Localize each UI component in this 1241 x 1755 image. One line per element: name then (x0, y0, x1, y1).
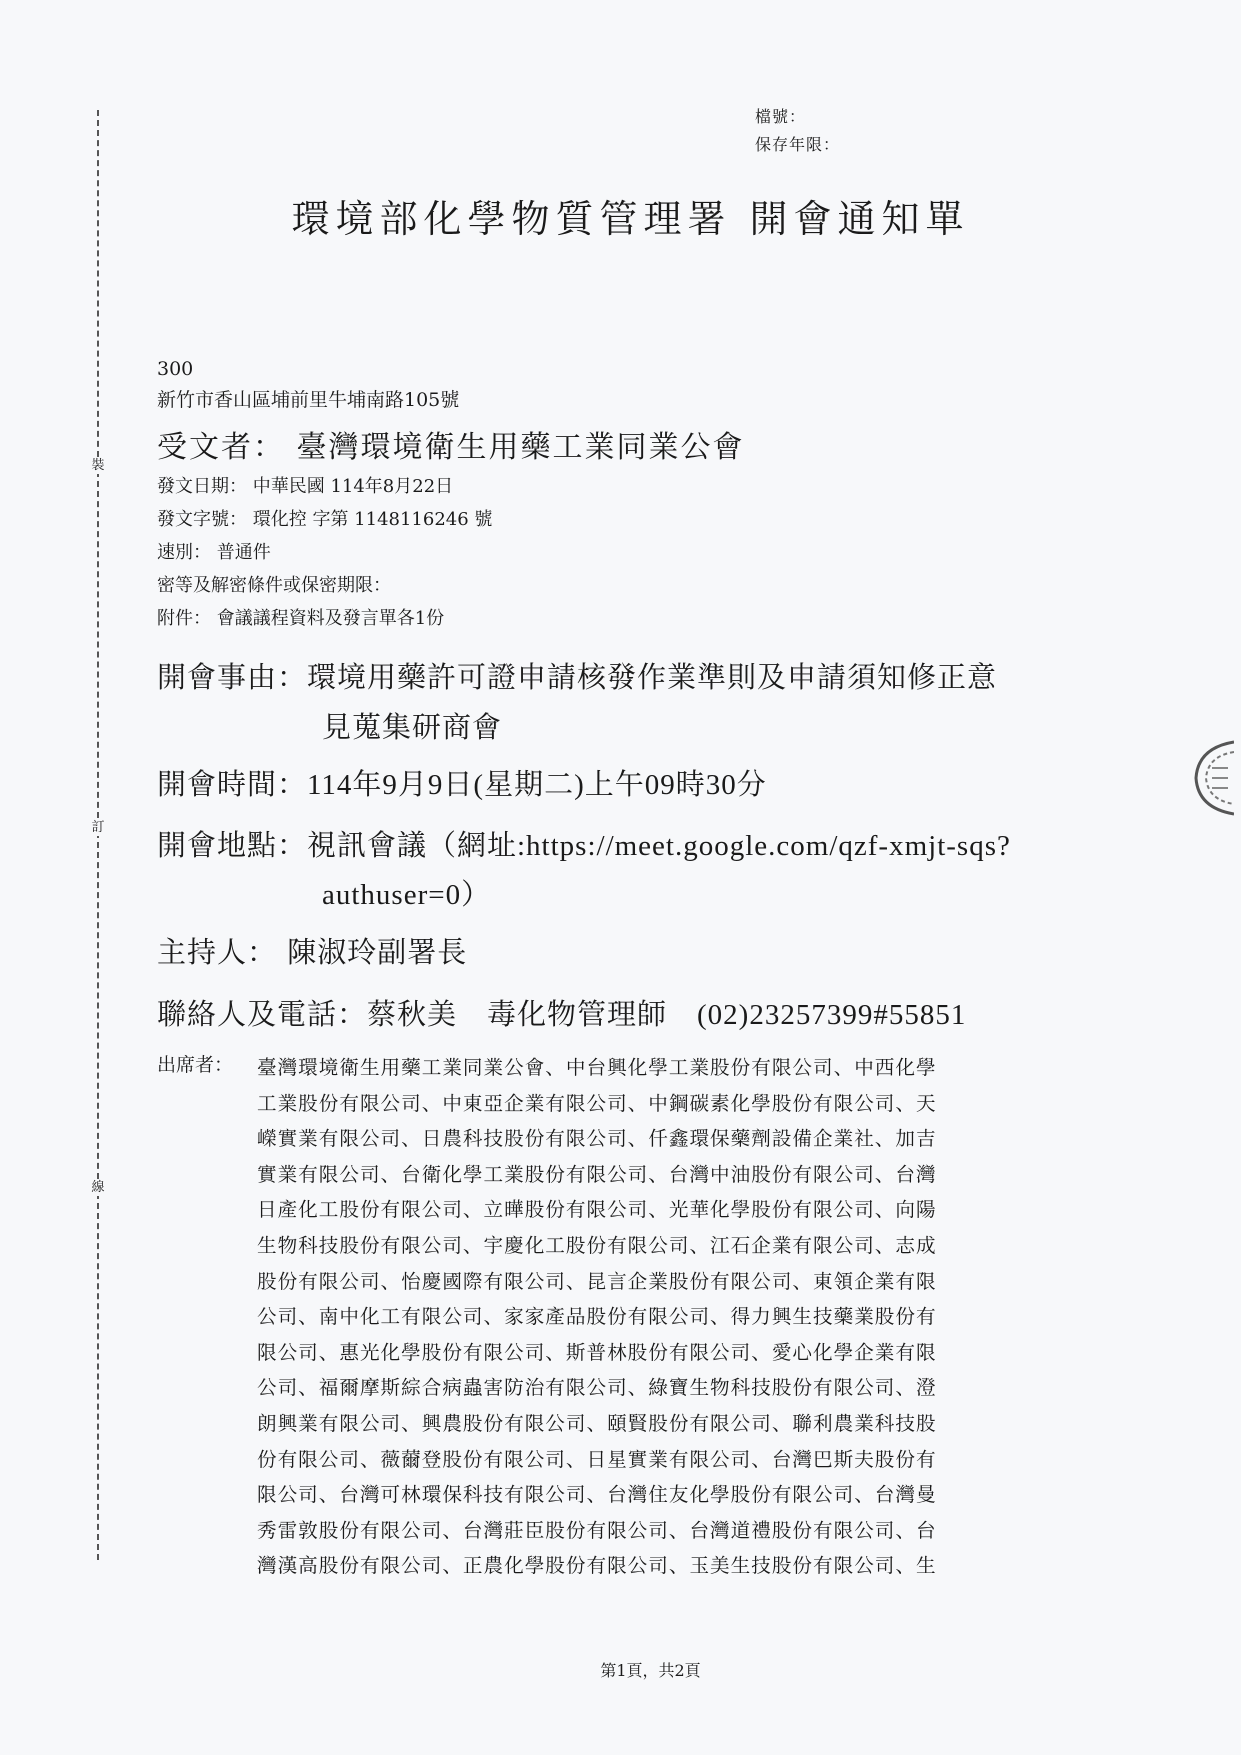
priority: 速別： 普通件 (157, 542, 271, 563)
attendees-line: 臺灣環境衛生用藥工業同業公會、中台興化學工業股份有限公司、中西化學 (257, 1056, 937, 1079)
meeting-host: 主持人： 陳淑玲副署長 (157, 935, 468, 969)
meeting-place: 開會地點：視訊會議（網址:https://meet.google.com/qzf-xmjt-sqs? (157, 830, 1011, 862)
document-number: 發文字號： 環化控 字第 1148116246 號 (157, 509, 493, 530)
attendees-line: 嶸實業有限公司、日農科技股份有限公司、仟鑫環保藥劑設備企業社、加吉 (257, 1127, 937, 1151)
attendees-line: 份有限公司、薇薾登股份有限公司、日星實業有限公司、台灣巴斯夫股份有 (257, 1447, 937, 1471)
attachments: 附件： 會議議程資料及發言單各1份 (157, 608, 445, 629)
meeting-time: 開會時間：114年9月9日(星期二)上午09時30分 (157, 769, 767, 801)
meeting-place-cont: authuser=0） (322, 879, 492, 911)
binding-label-top: 裝 (91, 458, 105, 473)
attendees-list (257, 1050, 1083, 1584)
meeting-reason: 開會事由：環境用藥許可證申請核發作業準則及申請須知修正意 (157, 660, 998, 694)
attendees-line: 日產化工股份有限公司、立曄股份有限公司、光華化學股份有限公司、向陽 (257, 1198, 937, 1222)
archive-info (755, 103, 840, 159)
attendees-line: 朗興業有限公司、興農股份有限公司、頤賢股份有限公司、聯利農業科技股 (257, 1411, 937, 1435)
page-footer: 第1頁，共2頁 (600, 1661, 701, 1680)
contact-info: 聯絡人及電話：蔡秋美 毒化物管理師 (02)23257399#55851 (157, 999, 967, 1031)
confidentiality: 密等及解密條件或保密期限： (157, 575, 391, 596)
issue-date: 發文日期： 中華民國 114年8月22日 (157, 476, 454, 497)
attendees-line: 工業股份有限公司、中東亞企業有限公司、中鋼碳素化學股份有限公司、天 (257, 1091, 937, 1115)
attendees-label: 出席者： (157, 1054, 234, 1076)
address: 新竹市香山區埔前里牛埔南路105號 (157, 389, 460, 411)
attendees-line: 生物科技股份有限公司、宇慶化工股份有限公司、江石企業有限公司、志成 (257, 1233, 937, 1257)
attendees-line: 公司、南中化工有限公司、家家產品股份有限公司、得力興生技藥業股份有 (257, 1305, 937, 1329)
attendees-line: 限公司、台灣可林環保科技有限公司、台灣住友化學股份有限公司、台灣曼 (257, 1483, 937, 1507)
file-number: 檔號： (755, 107, 807, 126)
attendees-line: 公司、福爾摩斯綜合病蟲害防治有限公司、綠寶生物科技股份有限公司、澄 (257, 1376, 937, 1400)
seal-stamp-icon (1190, 738, 1234, 818)
meeting-reason-cont: 見蒐集研商會 (322, 710, 503, 744)
attendees-line: 秀雷敦股份有限公司、台灣莊臣股份有限公司、台灣道禮股份有限公司、台 (257, 1518, 937, 1542)
document-title: 環境部化學物質管理署 開會通知單 (291, 197, 970, 241)
attendees-line: 股份有限公司、怡慶國際有限公司、昆言企業股份有限公司、東領企業有限 (257, 1269, 937, 1293)
binding-label-bottom: 線 (91, 1180, 105, 1195)
binding-label-mid: 訂 (91, 820, 105, 835)
issue-meta (157, 470, 492, 635)
zip-code: 300 (157, 358, 194, 380)
attendees-line: 實業有限公司、台衛化學工業股份有限公司、台灣中油股份有限公司、台灣 (257, 1162, 937, 1186)
recipient: 受文者： 臺灣環境衛生用藥工業同業公會 (157, 430, 745, 465)
retention-period: 保存年限： (755, 135, 841, 154)
attendees-line: 灣漢高股份有限公司、正農化學股份有限公司、玉美生技股份有限公司、生 (257, 1554, 937, 1578)
attendees-line: 限公司、惠光化學股份有限公司、斯普林股份有限公司、愛心化學企業有限 (257, 1340, 937, 1364)
